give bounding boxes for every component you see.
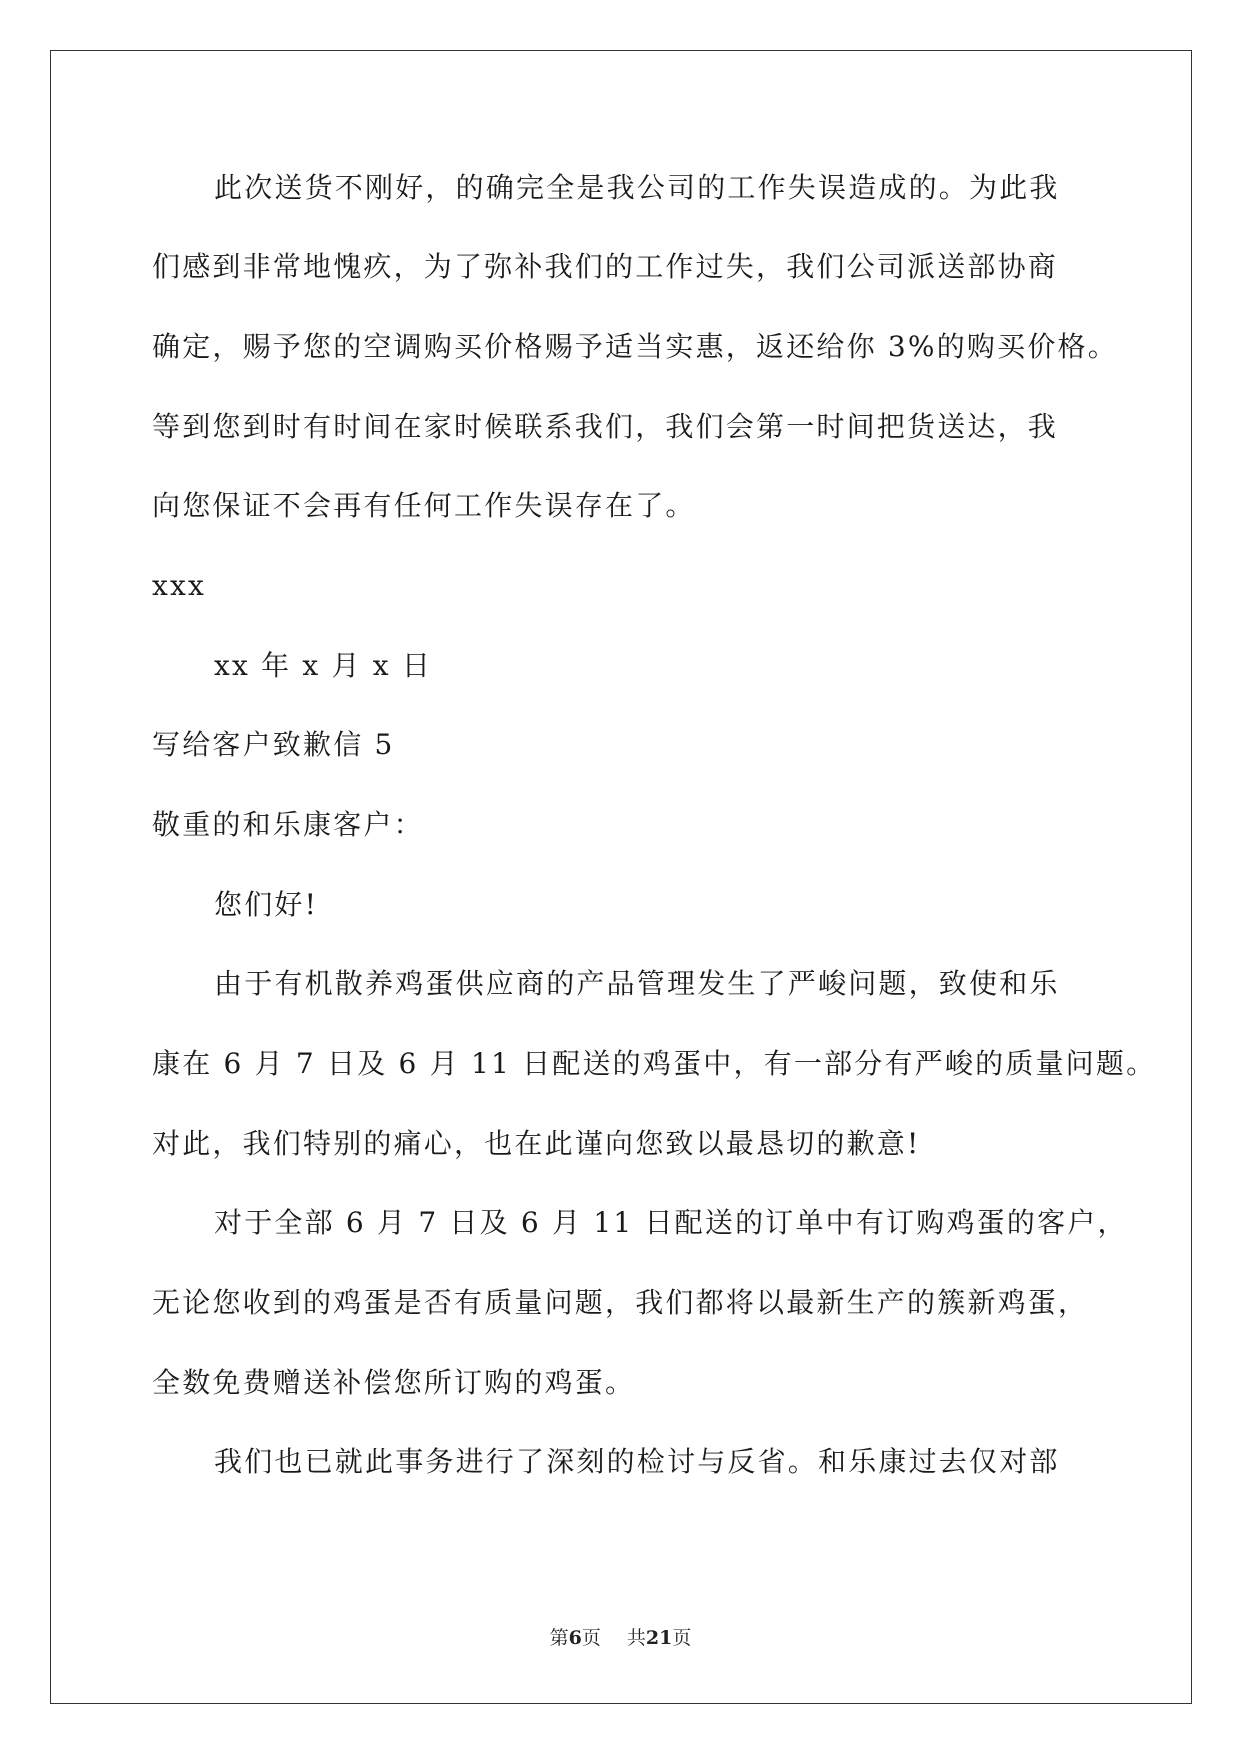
page-footer bbox=[0, 1626, 1241, 1650]
paragraph-line: 此次送货不刚好，的确完全是我公司的工作失误造成的。为此我 bbox=[214, 171, 1060, 204]
greeting: 您们好! bbox=[214, 888, 319, 921]
total-prefix: 共 bbox=[626, 1627, 646, 1649]
signature-date: xx 年 x 月 x 日 bbox=[214, 649, 433, 682]
signature-name: xxx bbox=[152, 569, 206, 602]
page-prefix: 第 bbox=[549, 1627, 569, 1649]
total-suffix: 页 bbox=[672, 1627, 692, 1649]
paragraph-line: 全数免费赠送补偿您所订购的鸡蛋。 bbox=[152, 1366, 636, 1399]
paragraph-line: 等到您到时有时间在家时候联系我们，我们会第一时间把货送达，我 bbox=[152, 410, 1059, 443]
total-pages: 21 bbox=[645, 1627, 673, 1649]
paragraph-line: 无论您收到的鸡蛋是否有质量问题，我们都将以最新生产的簇新鸡蛋， bbox=[152, 1286, 1089, 1319]
paragraph-line: 由于有机散养鸡蛋供应商的产品管理发生了严峻问题，致使和乐 bbox=[214, 967, 1060, 1000]
paragraph-line: 康在 6 月 7 日及 6 月 11 日配送的鸡蛋中，有一部分有严峻的质量问题。 bbox=[152, 1047, 1157, 1080]
page-number bbox=[550, 1627, 601, 1649]
section-heading: 写给客户致歉信 5 bbox=[152, 728, 395, 761]
paragraph-line: 对于全部 6 月 7 日及 6 月 11 日配送的订单中有订购鸡蛋的客户， bbox=[214, 1206, 1128, 1239]
salutation: 敬重的和乐康客户： bbox=[152, 808, 424, 841]
current-page: 6 bbox=[568, 1627, 582, 1649]
paragraph-line: 向您保证不会再有任何工作失误存在了。 bbox=[152, 489, 696, 522]
page-suffix: 页 bbox=[581, 1627, 601, 1649]
paragraph-line: 我们也已就此事务进行了深刻的检讨与反省。和乐康过去仅对部 bbox=[214, 1445, 1060, 1478]
paragraph-line: 们感到非常地愧疚，为了弥补我们的工作过失，我们公司派送部协商 bbox=[152, 250, 1059, 283]
paragraph-line: 对此，我们特别的痛心，也在此谨向您致以最恳切的歉意! bbox=[152, 1127, 921, 1160]
paragraph-line: 确定，赐予您的空调购买价格赐予适当实惠，返还给你 3%的购买价格。 bbox=[152, 330, 1118, 363]
page-total bbox=[627, 1627, 691, 1649]
